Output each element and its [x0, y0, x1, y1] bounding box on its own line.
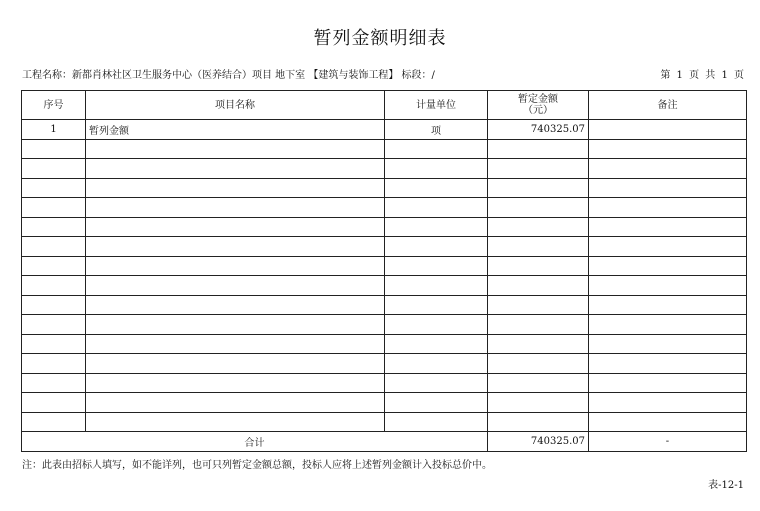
- cell-name: [86, 139, 385, 159]
- table-row: [22, 198, 747, 218]
- cell-remark: [589, 412, 747, 432]
- cell-amount: [488, 256, 589, 276]
- table-row: [22, 120, 747, 140]
- cell-remark: [589, 295, 747, 315]
- page-title: 暂列金额明细表: [313, 28, 447, 49]
- header-seq: 序号: [22, 91, 86, 120]
- cell-remark: [589, 159, 747, 179]
- cell-amount: [488, 159, 589, 179]
- table-row: [22, 334, 747, 354]
- cell-name: [86, 198, 385, 218]
- cell-seq: [22, 295, 86, 315]
- cell-remark: [589, 120, 747, 140]
- cell-seq: 1: [22, 120, 86, 140]
- cell-remark: [589, 315, 747, 335]
- cell-name: [86, 237, 385, 257]
- cell-remark: [589, 178, 747, 198]
- cell-seq: [22, 393, 86, 413]
- cell-seq: [22, 237, 86, 257]
- cell-remark: [589, 276, 747, 296]
- cell-name: [86, 334, 385, 354]
- cell-amount: [488, 373, 589, 393]
- table-row: [22, 295, 747, 315]
- cell-name: [86, 295, 385, 315]
- cell-name: [86, 373, 385, 393]
- project-info: 工程名称：新都肖林社区卫生服务中心（医养结合）项目 地下室 【建筑与装饰工程】 标段：/: [22, 70, 435, 81]
- table-row: [22, 373, 747, 393]
- footnote: 注：此表由招标人填写，如不能详列，也可只列暂定金额总额，投标人应将上述暂列金额计入投标总价中。: [22, 460, 492, 471]
- table-row: [22, 315, 747, 335]
- cell-seq: [22, 276, 86, 296]
- table-row: [22, 139, 747, 159]
- cell-seq: [22, 159, 86, 179]
- cell-seq: [22, 178, 86, 198]
- cell-unit: [385, 198, 488, 218]
- cell-amount: [488, 198, 589, 218]
- cell-unit: [385, 217, 488, 237]
- cell-name: [86, 393, 385, 413]
- cell-amount: [488, 237, 589, 257]
- provisional-sum-table: [21, 90, 747, 452]
- cell-name: [86, 412, 385, 432]
- cell-remark: [589, 256, 747, 276]
- cell-unit: [385, 159, 488, 179]
- cell-amount: [488, 217, 589, 237]
- cell-remark: [589, 237, 747, 257]
- table-row: [22, 354, 747, 374]
- table-row: [22, 159, 747, 179]
- cell-seq: [22, 412, 86, 432]
- cell-unit: [385, 393, 488, 413]
- header-amount-line1: 暂定金额: [518, 94, 558, 105]
- cell-amount: [488, 334, 589, 354]
- cell-unit: [385, 354, 488, 374]
- cell-name: [86, 159, 385, 179]
- cell-unit: [385, 334, 488, 354]
- cell-amount: [488, 412, 589, 432]
- table-row: [22, 217, 747, 237]
- cell-seq: [22, 139, 86, 159]
- cell-amount: [488, 315, 589, 335]
- cell-unit: [385, 295, 488, 315]
- cell-unit: [385, 178, 488, 198]
- cell-amount: 740325.07: [488, 120, 589, 140]
- cell-unit: [385, 237, 488, 257]
- cell-unit: 项: [385, 120, 488, 140]
- cell-amount: [488, 139, 589, 159]
- cell-remark: [589, 139, 747, 159]
- table-row: [22, 412, 747, 432]
- cell-remark: [589, 393, 747, 413]
- cell-amount: [488, 178, 589, 198]
- cell-remark: [589, 334, 747, 354]
- cell-seq: [22, 315, 86, 335]
- cell-remark: [589, 354, 747, 374]
- table-row: [22, 237, 747, 257]
- cell-name: [86, 217, 385, 237]
- page-indicator: 第 1 页 共 1 页: [660, 70, 744, 81]
- header-name: 项目名称: [86, 91, 385, 120]
- total-row: [22, 432, 747, 452]
- cell-amount: [488, 276, 589, 296]
- total-amount: 740325.07: [488, 432, 589, 452]
- table-row: [22, 256, 747, 276]
- total-remark: -: [589, 432, 747, 452]
- cell-remark: [589, 373, 747, 393]
- cell-seq: [22, 256, 86, 276]
- header-unit: 计量单位: [385, 91, 488, 120]
- cell-name: [86, 276, 385, 296]
- cell-name: [86, 354, 385, 374]
- cell-unit: [385, 139, 488, 159]
- cell-name: [86, 178, 385, 198]
- table-row: [22, 276, 747, 296]
- cell-amount: [488, 354, 589, 374]
- cell-seq: [22, 198, 86, 218]
- total-label: 合计: [22, 432, 488, 452]
- cell-remark: [589, 198, 747, 218]
- form-number: 表-12-1: [708, 480, 744, 491]
- cell-name: [86, 315, 385, 335]
- table-row: [22, 178, 747, 198]
- cell-amount: [488, 295, 589, 315]
- cell-name: 暂列金额: [86, 120, 385, 140]
- cell-seq: [22, 217, 86, 237]
- cell-amount: [488, 393, 589, 413]
- cell-remark: [589, 217, 747, 237]
- cell-seq: [22, 354, 86, 374]
- cell-name: [86, 256, 385, 276]
- cell-unit: [385, 315, 488, 335]
- header-amount-line2: （元）: [523, 105, 553, 116]
- cell-unit: [385, 276, 488, 296]
- header-amount: [488, 91, 589, 120]
- cell-seq: [22, 373, 86, 393]
- header-remark: 备注: [589, 91, 747, 120]
- cell-unit: [385, 412, 488, 432]
- cell-unit: [385, 373, 488, 393]
- table-header-row: [22, 91, 747, 120]
- table-row: [22, 393, 747, 413]
- cell-unit: [385, 256, 488, 276]
- cell-seq: [22, 334, 86, 354]
